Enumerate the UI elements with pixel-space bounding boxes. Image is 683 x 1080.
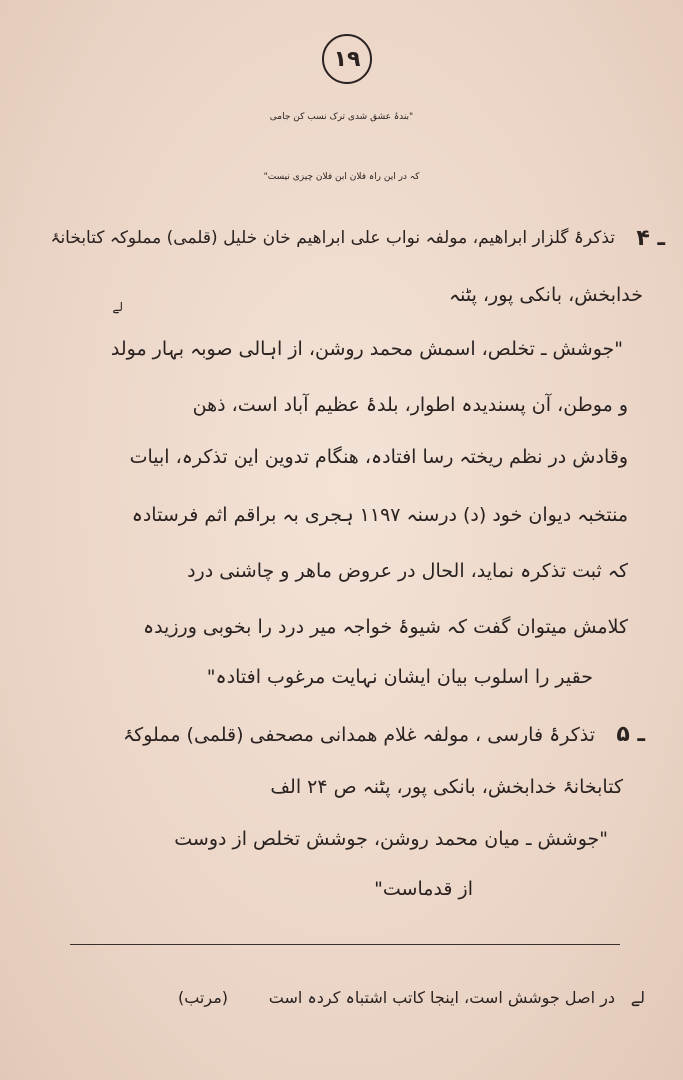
entry-4-line-3: "جوشش ـ تخلص، اسمش محمد روشن، از اہالی صوبہ بہار مولد [110, 338, 623, 360]
entry-5-line-1: تذکرۂ فارسی ، مولفہ غلام ھمدانی مصحفی (قلمی) مملوکۂ [123, 724, 595, 746]
entry-5-line-4: از قدماست" [374, 878, 473, 900]
entry-4-number: ۴ ـ [636, 226, 665, 251]
entry-5-number: ۵ ـ [616, 722, 645, 747]
entry-4-line-1: تذکرۂ گلزار ابراھیم، مولفہ نواب علی ابراھیم خان خلیل (قلمی) مملوکہ کتابخانۂ [50, 228, 615, 248]
entry-4-line-7: کہ ثبت تذکرہ نماید، الحال در عروض ماھر و چاشنی درد [187, 560, 628, 582]
footnote-ref-marker: لے [112, 300, 123, 314]
footnote-divider [70, 944, 620, 945]
entry-4-line-4: و موطن، آن پسندیدہ اطوار، بلدۂ عظیم آباد است، ذھن [192, 394, 628, 416]
entry-5-line-2: کتابخانۂ خدابخش، بانکی پور، پٹنہ ص ۲۴ الف [270, 776, 623, 798]
entry-4-line-9: حقیر را اسلوب بیان ایشان نہایت مرغوب افتادہ" [206, 666, 593, 688]
page-number-text: ١٩ [333, 46, 361, 72]
footnote-text: در اصل جوشش است، اینجا کاتب اشتباہ کردہ است [268, 988, 615, 1007]
entry-4-line-5: وقادش در نظم ریختہ رسا افتادہ، ھنگام تدوین این تذکرہ، ابیات [129, 446, 628, 468]
entry-4-line-2: خدابخش، بانکی پور، پٹنہ [448, 284, 643, 306]
footnote-editor: (مرتب) [177, 988, 228, 1007]
entry-4-line-8: کلامش میتوان گفت کہ شیوۂ خواجہ میر درد را بخوبی ورزیدہ [142, 616, 628, 638]
footnote-marker: لے [630, 988, 645, 1007]
entry-5-line-3: "جوشش ـ میان محمد روشن، جوشش تخلص از دوست [174, 828, 608, 850]
page-number [322, 34, 372, 84]
couplet-line-2: کہ در این راہ فلان ابن فلان چیزی نیست" [263, 172, 420, 182]
couplet-line-1: "بندۂ عشق شدی ترک نسب کن جامی [269, 112, 414, 122]
entry-4-line-6: منتخبہ دیوان خود (د) درسنہ ۱۱۹۷ ہجری بہ براقم اثم فرستادہ [131, 504, 628, 526]
